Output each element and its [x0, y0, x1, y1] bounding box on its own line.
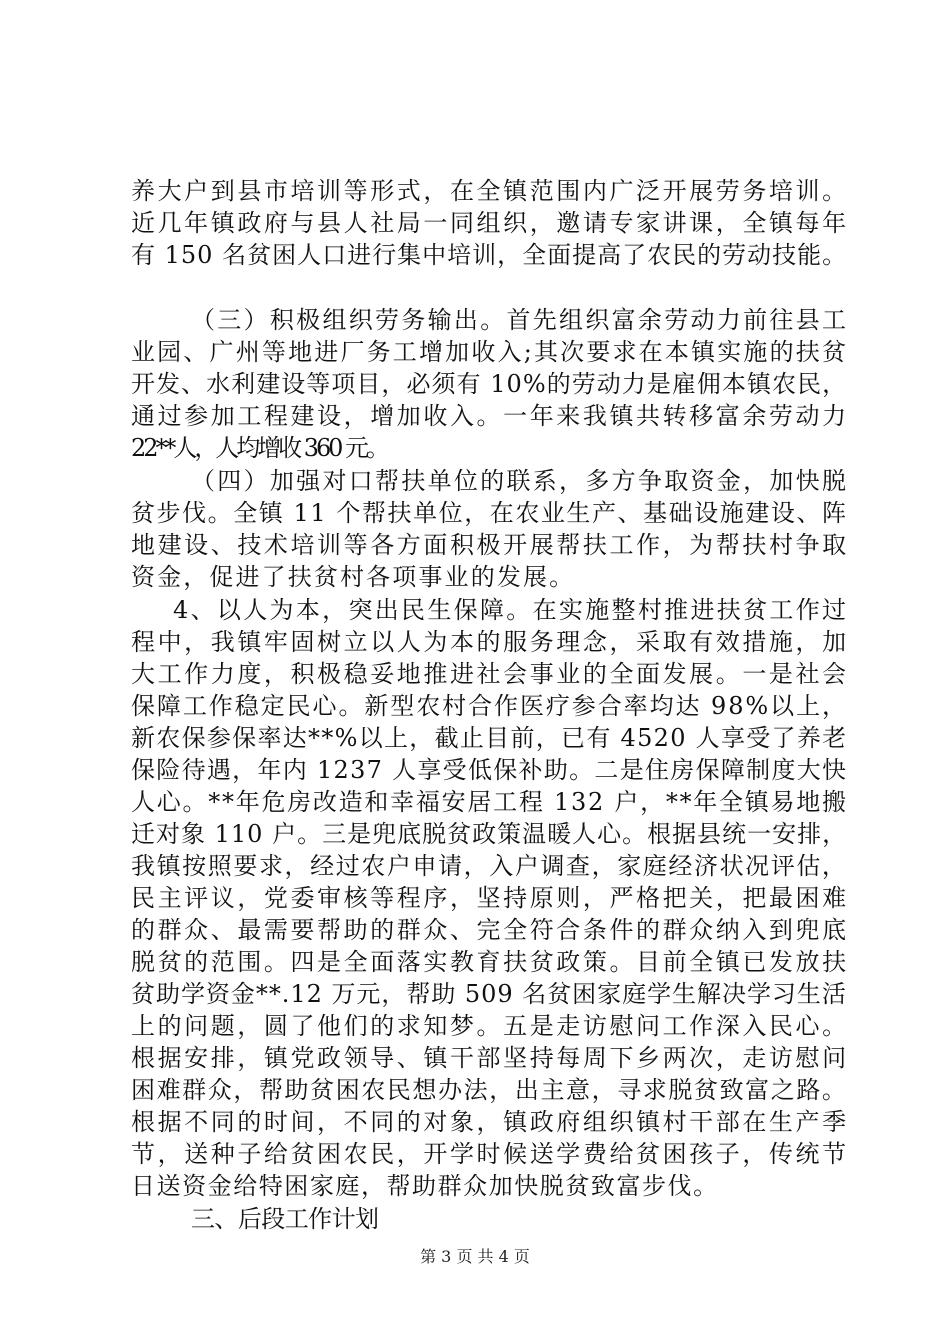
text-line: 新农保参保率达**%以上，截止目前，已有 4520 人享受了养老 [131, 724, 848, 752]
text-line: 贫步伐。全镇 11 个帮扶单位，在农业生产、基础设施建设、阵 [131, 499, 848, 527]
text-line: 脱贫的范围。四是全面落实教育扶贫政策。目前全镇已发放扶 [131, 948, 849, 976]
text-line: 人心。**年危房改造和幸福安居工程 132 户，**年全镇易地搬 [131, 788, 848, 816]
text-line: 三、后段工作计划 [191, 1205, 379, 1233]
text-line: 根据安排，镇党政领导、镇干部坚持每周下乡两次，走访慰问 [131, 1044, 849, 1072]
text-line: （三）积极组织劳务输出。首先组织富余劳动力前往县工 [191, 306, 849, 334]
page-footer: 第 3 页 共 4 页 [420, 1247, 530, 1266]
text-line: 民主评议，党委审核等程序，坚持原则，严格把关，把最困难 [131, 884, 849, 912]
text-line: 地建设、技术培训等各方面积极开展帮扶工作，为帮扶村争取 [131, 531, 849, 559]
text-line: 22**人，人均增收 360 元。 [131, 434, 387, 462]
text-line: 通过参加工程建设，增加收入。一年来我镇共转移富余劳动力 [131, 402, 849, 430]
text-line: （四）加强对口帮扶单位的联系，多方争取资金，加快脱 [191, 467, 849, 495]
text-line: 大工作力度，积极稳妥地推进社会事业的全面发展。一是社会 [131, 660, 849, 688]
text-line: 日送资金给特困家庭，帮助群众加快脱贫致富步伐。 [131, 1172, 719, 1200]
text-line: 的群众、最需要帮助的群众、完全符合条件的群众纳入到兜底 [131, 916, 849, 944]
text-line: 节，送种子给贫困农民，开学时候送学费给贫困孩子，传统节 [131, 1140, 849, 1168]
text-line: 我镇按照要求，经过农户申请，入户调查，家庭经济状况评估， [131, 852, 848, 880]
text-line: 程中，我镇牢固树立以人为本的服务理念，采取有效措施，加 [131, 628, 849, 656]
text-line: 困难群众，帮助贫困农民想办法，出主意，寻求脱贫致富之路。 [131, 1076, 848, 1104]
text-line: 迁对象 110 户。三是兜底脱贫政策温暖人心。根据县统一安排， [131, 820, 848, 848]
text-line: 根据不同的时间，不同的对象，镇政府组织镇村干部在生产季 [131, 1108, 849, 1136]
text-line: 开发、水利建设等项目，必须有 10%的劳动力是雇佣本镇农民， [131, 370, 848, 398]
text-line: 贫助学资金**.12 万元，帮助 509 名贫困家庭学生解决学习生活 [131, 980, 847, 1008]
text-line: 保障工作稳定民心。新型农村合作医疗参合率均达 98%以上， [131, 692, 848, 720]
text-line: 近几年镇政府与县人社局一同组织，邀请专家讲课，全镇每年 [131, 209, 849, 237]
text-line: 业园、广州等地进厂务工增加收入;其次要求在本镇实施的扶贫 [131, 338, 849, 366]
text-line: 养大户到县市培训等形式，在全镇范围内广泛开展劳务培训。 [131, 177, 849, 205]
text-line: 资金，促进了扶贫村各项事业的发展。 [131, 563, 576, 591]
text-line: 4、以人为本，突出民生保障。在实施整村推进扶贫工作过 [173, 596, 849, 624]
text-line: 有 150 名贫困人口进行集中培训，全面提高了农民的劳动技能。 [131, 241, 848, 269]
text-line: 上的问题，圆了他们的求知梦。五是走访慰问工作深入民心。 [131, 1012, 849, 1040]
text-line: 保险待遇，年内 1237 人享受低保补助。二是住房保障制度大快 [131, 756, 848, 784]
